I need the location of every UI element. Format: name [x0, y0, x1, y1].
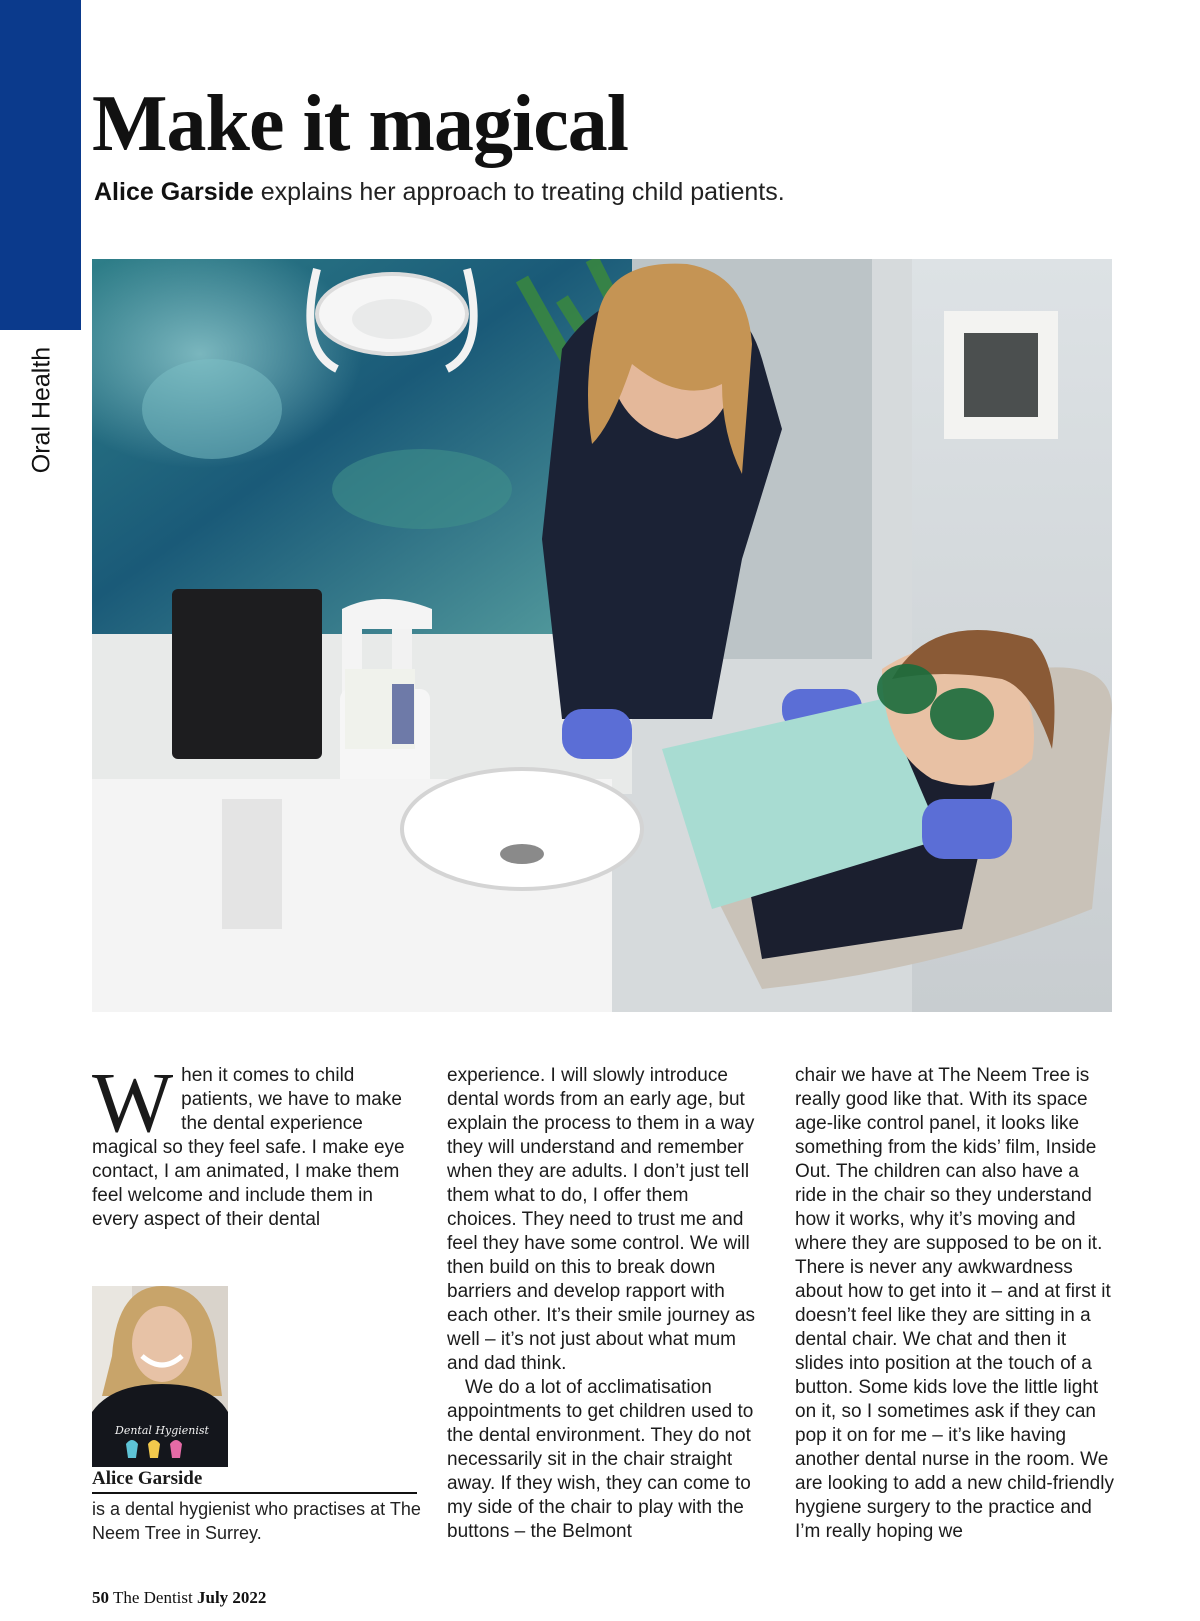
- shirt-lettering: Dental Hygienist: [115, 1424, 209, 1437]
- hero-photo: [92, 259, 1112, 1012]
- standfirst: [94, 178, 785, 207]
- page-number: 50: [92, 1588, 109, 1607]
- standfirst-text: explains her approach to treating child patients.: [260, 178, 785, 206]
- article-column-3: [795, 1064, 1115, 1544]
- section-label: [18, 340, 66, 480]
- article-paragraph: We do a lot of acclimatisation appointments to get children used to the dental environment. They do not necessarily sit in the chair straight away. If they wish, they can come to my side of the chair to play with the buttons – the Belmont: [447, 1377, 754, 1542]
- page-footer: [92, 1588, 266, 1608]
- author-photo: [92, 1286, 228, 1467]
- bio-name: Alice Garside: [92, 1468, 417, 1494]
- article-column-2: [447, 1064, 763, 1544]
- issue-date: July 2022: [197, 1588, 267, 1607]
- headline: Make it magical: [92, 80, 628, 168]
- bio-text: is a dental hygienist who practises at The Neem Tree in Surrey.: [92, 1499, 421, 1543]
- magazine-name: The Dentist: [112, 1588, 193, 1607]
- article-paragraph: hen it comes to child patients, we have to make the dental experience magical so they feel safe. I make eye contact, I am animated, I make them feel welcome and include them in every aspect of their dental: [92, 1065, 405, 1230]
- article-paragraph: experience. I will slowly introduce dental words from an early age, but explain the process to them in a way they will understand and remember when they are adults. I don’t just tell them what to do, I offer them choices. They need to trust me and feel they have some control. We will then build on this to break down barriers and develop rapport with each other. It’s their smile journey as well – it’s not just about what mum and dad think.: [447, 1065, 756, 1374]
- hero-photo-illustration: [92, 259, 1112, 1012]
- section-color-bar: [0, 0, 81, 330]
- author-photo-illustration: [92, 1286, 228, 1467]
- standfirst-author: Alice Garside: [94, 178, 254, 206]
- section-label-text: Oral Health: [27, 346, 56, 474]
- drop-cap: W: [92, 1054, 174, 1150]
- article-column-1: [92, 1054, 410, 1232]
- article-paragraph: chair we have at The Neem Tree is really good like that. With its space age-like control panel, it looks like something from the kids’ film, Inside Out. The children can also have a ride in the chair so they understand how it works, why it’s moving and where they are supposed to be on it. There is never any awkwardness about how to get into it – and at first it doesn’t feel like they are sitting in a dental chair. We chat and then it slides into position at the touch of a button. Some kids love the little light on it, so I sometimes ask if they can pop it on for me – it’s like having another dental nurse in the room. We are looking to add a new child-friendly hygiene surgery to the practice and I’m really hoping we: [795, 1065, 1114, 1542]
